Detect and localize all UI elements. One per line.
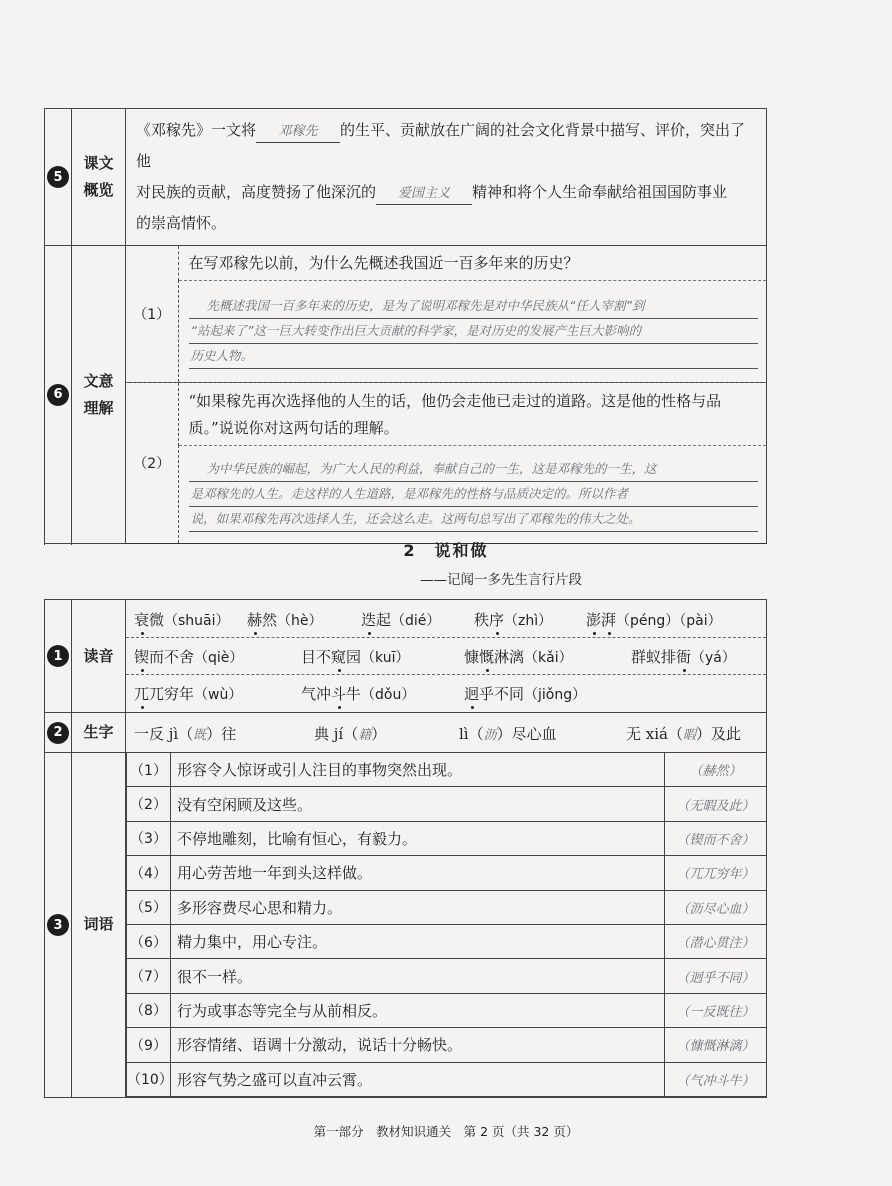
- lesson-title: 2 说和做: [403, 541, 489, 560]
- pron-item: 锲而不舍（qiè）: [134, 646, 243, 667]
- q1-question: 在写邓稼先以前，为什么先概述我国近一百多年来的历史？: [188, 254, 579, 273]
- vocab-row: （6） 精力集中，用心专注。 （潜心贯注）: [127, 924, 767, 958]
- vocab-row: （8） 行为或事态等完全与从前相反。 （一反既往）: [127, 993, 767, 1027]
- item-1-label: 读音: [72, 600, 126, 713]
- question-2: [126, 383, 767, 544]
- answer-blank-1: 邓稼先: [256, 122, 340, 143]
- item-2-number: 2: [45, 713, 72, 753]
- question-1: [126, 246, 767, 383]
- item-6-number: 6: [45, 246, 72, 544]
- q1-answer: 先概述我国一百多年来的历史，是为了说明邓稼先是对中华民族从“任人宰割”到 “站起来了”这一巨大转变作出巨大贡献的科学家，是对历史的发展产生巨大影响的 历史人物。: [178, 280, 766, 382]
- pron-item: 衰微（shuāi）: [134, 609, 230, 630]
- vocab-row: （4） 用心劳苦地一年到头这样做。 （兀兀穷年）: [127, 856, 767, 890]
- overview-text: 《邓稼先》一文将 邓稼先 的生平、贡献放在广阔的社会文化背景中描写、评价，突出了他 对民族的贡献，高度赞扬了他深沉的 爱国主义 精神和将个人生命奉献给祖国国防事业 的崇高情怀。: [126, 109, 767, 246]
- pronunciation-list: [126, 600, 767, 713]
- q1-index: （1）: [126, 246, 178, 382]
- vocab-row: （2） 没有空闲顾及这些。 （无暇及此）: [127, 787, 767, 821]
- item-5-number: 5: [45, 109, 72, 246]
- vocab-row: （7） 很不一样。 （迥乎不同）: [127, 959, 767, 993]
- item-1-number: 1: [45, 600, 72, 713]
- item-6-label: 文意 理解: [72, 246, 126, 544]
- lesson-subtitle: ——记闻一多先生言行片段: [420, 572, 582, 588]
- lesson1-table: [44, 108, 767, 544]
- q2-index: （2）: [126, 383, 178, 543]
- vocab-row: （5） 多形容费尽心思和精力。 （沥尽心血）: [127, 890, 767, 924]
- characters-list: [126, 713, 767, 753]
- q2-question: “如果稼先再次选择他的人生的话，他仍会走他已走过的道路。这是他的性格与品 质。”说说你对这两句话的理解。: [188, 391, 722, 437]
- item-5-label: 课文 概览: [72, 109, 126, 246]
- item-2-label: 生字: [72, 713, 126, 753]
- pron-item: 慷慨淋漓（kǎi）: [464, 646, 573, 667]
- pron-item: 气冲斗牛（dǒu）: [301, 683, 415, 704]
- char-item: 典 jí（籍）: [314, 724, 387, 743]
- vocab-row: （10） 形容气势之盛可以直冲云霄。 （气冲斗牛）: [127, 1062, 767, 1096]
- lesson2-table: [44, 599, 767, 1098]
- item-3-label: 词语: [72, 753, 126, 1098]
- page-footer: 第一部分 教材知识通关 第 2 页（共 32 页）: [313, 1124, 579, 1139]
- char-item: 一反 jì（既）往: [134, 724, 237, 743]
- item-3-number: 3: [45, 753, 72, 1098]
- vocab-row: （9） 形容情绪、语调十分激动，说话十分畅快。 （慷慨淋漓）: [127, 1028, 767, 1062]
- pron-item: 兀兀穷年（wù）: [134, 683, 242, 704]
- pron-item: 目不窥园（kuī）: [301, 646, 409, 667]
- vocabulary-list: [126, 753, 767, 1098]
- pron-item: 秩序（zhì）: [474, 609, 552, 630]
- vocab-row: （3） 不停地雕刻，比喻有恒心，有毅力。 （锲而不舍）: [127, 821, 767, 855]
- pron-item: 澎湃（péng）（pài）: [586, 609, 722, 630]
- vocab-row: （1） 形容令人惊讶或引人注目的事物突然出现。 （赫然）: [127, 753, 767, 787]
- pron-item: 迥乎不同（jiǒng）: [464, 683, 586, 704]
- pron-item: 赫然（hè）: [247, 609, 323, 630]
- pron-item: 迭起（dié）: [361, 609, 440, 630]
- answer-blank-2: 爱国主义: [376, 184, 472, 205]
- char-item: lì（沥）尽心血: [459, 724, 557, 743]
- char-item: 无 xiá（暇）及此: [626, 724, 741, 743]
- q2-answer: 为中华民族的崛起，为广大人民的利益，奉献自己的一生，这是邓稼先的一生，这 是邓稼先的人生。走这样的人生道路，是邓稼先的性格与品质决定的。所以作者 说，如果邓稼先再次选择人生，还会这么走。这两句总写出了邓稼先的伟大之处。: [178, 445, 766, 543]
- pron-item: 群蚁排衙（yá）: [631, 646, 736, 667]
